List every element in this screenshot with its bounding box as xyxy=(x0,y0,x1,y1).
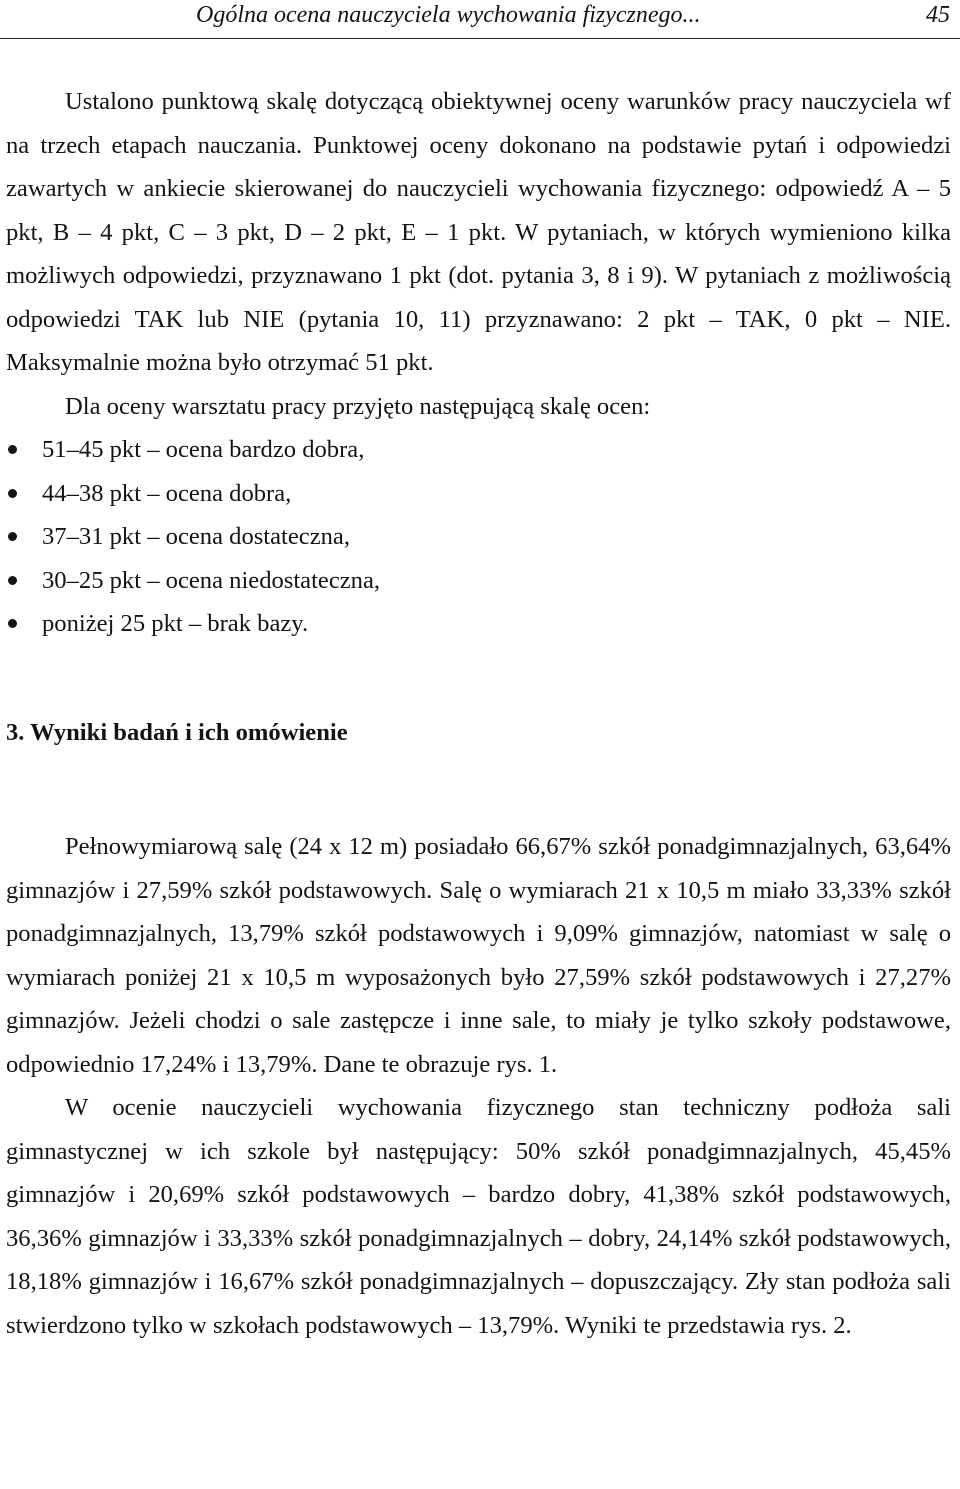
bullet-icon xyxy=(8,576,17,585)
running-title: Ogólna ocena nauczyciela wychowania fizycznego... xyxy=(196,2,701,28)
bullet-icon xyxy=(8,532,17,541)
section-heading: 3. Wyniki badań i ich omówienie xyxy=(6,718,348,746)
page-number: 45 xyxy=(926,2,950,28)
page-header xyxy=(0,0,960,39)
list-item-text: 51–45 pkt – ocena bardzo dobra, xyxy=(42,436,365,463)
grading-scale-list xyxy=(6,428,951,646)
list-item-text: 30–25 pkt – ocena niedostateczna, xyxy=(42,566,381,594)
page-body xyxy=(6,80,951,1347)
list-item xyxy=(6,428,951,472)
list-item-text: poniżej 25 pkt – brak bazy. xyxy=(42,610,309,637)
bullet-icon xyxy=(8,445,17,454)
list-item xyxy=(6,515,951,559)
list-item xyxy=(6,602,951,646)
list-item xyxy=(6,472,951,516)
list-item-text: 37–31 pkt – ocena dostateczna, xyxy=(42,523,350,550)
list-item xyxy=(6,559,951,603)
paragraph-scoring-method: Ustalono punktową skalę dotyczącą obiektywnej oceny warunków pracy nauczyciela wf na trzech etapach nauczania. Punktowej oceny dokonano na podstawie pytań i odpowiedzi zawartych w ankiecie skierowanej do nauczycieli wychowania fizycznego: odpowiedź A – 5 pkt, B – 4 pkt, C – 3 pkt, D – 2 pkt, E – 1 pkt. W pytaniach, w których wymieniono kilka możliwych odpowiedzi, przyznawano 1 pkt (dot. pytania 3, 8 i 9). W pytaniach z możliwością odpowiedzi TAK lub NIE (pytania 10, 11) przyznawano: 2 pkt – TAK, 0 pkt – NIE. Maksymalnie można było otrzymać 51 pkt. xyxy=(6,88,951,376)
paragraph-scale-intro: Dla oceny warsztatu pracy przyjęto następującą skalę ocen: xyxy=(65,392,651,420)
paragraph-floor-condition: W ocenie nauczycieli wychowania fizycznego stan techniczny podłoża sali gimnastycznej w ich szkole był następujący: 50% szkół ponadgimnazjalnych, 45,45% gimnazjów i 20,69% szkół podstawowych – bardzo dobry, 41,38% szkół podstawowych, 36,36% gimnazjów i 33,33% szkół ponadgimnazjalnych – dobry, 24,14% szkół podstawowych, 18,18% gimnazjów i 16,67% szkół ponadgimnazjalnych – dopuszczający. Zły stan podłoża sali stwierdzono tylko w szkołach podstawowych – 13,79%. Wyniki te przedstawia rys. 2. xyxy=(6,1094,951,1339)
paragraph-hall-sizes: Pełnowymiarową salę (24 x 12 m) posiadało 66,67% szkół ponadgimnazjalnych, 63,64% gimnazjów i 27,59% szkół podstawowych. Salę o wymiarach 21 x 10,5 m miało 33,33% szkół ponadgimnazjalnych, 13,79% szkół podstawowych i 9,09% gimnazjów, natomiast w salę o wymiarach poniżej 21 x 10,5 m wyposażonych było 27,59% szkół podstawowych i 27,27% gimnazjów. Jeżeli chodzi o sale zastępcze i inne sale, to miały je tylko szkoły podstawowe, odpowiednio 17,24% i 13,79%. Dane te obrazuje rys. 1. xyxy=(6,833,951,1078)
list-item-text: 44–38 pkt – ocena dobra, xyxy=(42,479,292,507)
bullet-icon xyxy=(8,489,17,498)
bullet-icon xyxy=(8,619,17,628)
